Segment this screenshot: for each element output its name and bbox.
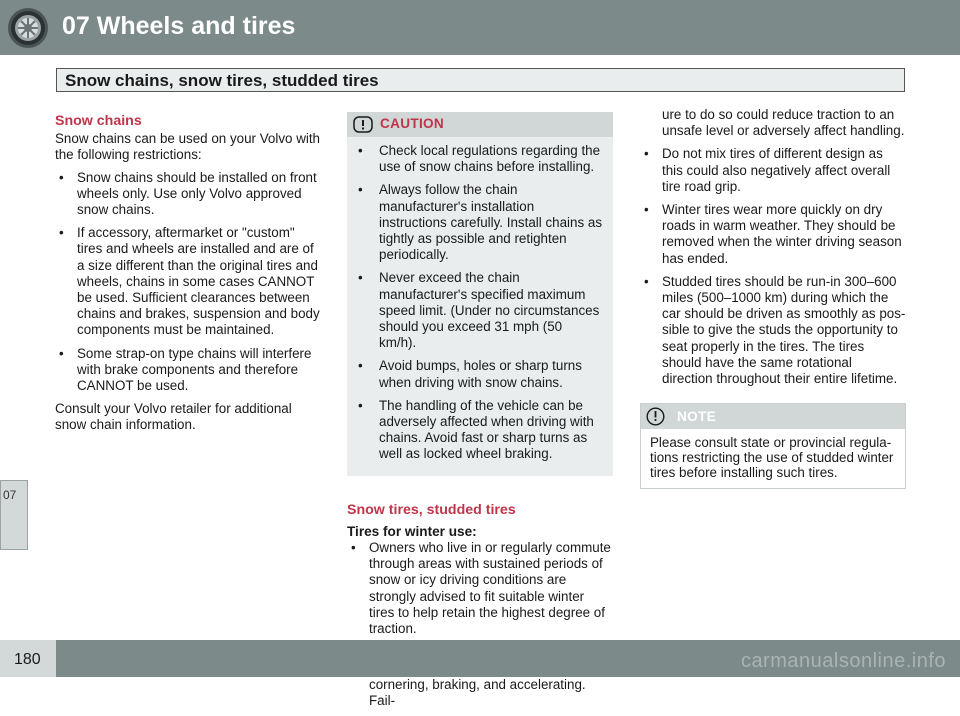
- column-1: [55, 110, 323, 440]
- list-item-text: Do not mix tires of different design as this could also negatively affect overall tire road grip.: [662, 146, 891, 194]
- caution-header: [347, 112, 613, 137]
- chapter-title: 07 Wheels and tires: [62, 12, 296, 40]
- list-item-text: Avoid bumps, holes or sharp turns when driving with snow chains.: [379, 358, 582, 390]
- bullet-icon: •: [358, 143, 363, 158]
- watermark: carmanualsonline.info: [740, 650, 946, 672]
- section-title: Snow chains, snow tires, studded tires: [65, 71, 379, 90]
- exclamation-icon: [353, 116, 373, 137]
- snow-chains-intro: Snow chains can be used on your Volvo with the following restrictions:: [55, 131, 321, 163]
- bullet-icon: •: [59, 345, 64, 361]
- page-number: 180: [14, 651, 41, 668]
- list-item: [55, 170, 323, 219]
- chapter-tab-label: 07: [3, 488, 17, 502]
- list-item: [357, 143, 603, 175]
- list-item-text: cornering, braking, and accelerating. Fail-: [369, 676, 586, 708]
- winter-tires-list: [347, 540, 613, 709]
- winter-tires-list-continued: [640, 146, 906, 387]
- list-item: [357, 182, 603, 263]
- list-item-text: Studded tires should be run-in 300–600 miles (500–1000 km) during which the car should be driven as smoothly as pos-sible to give the studs the opportunity to seat properly in the tires. The tires should have the same rotational direction throughout their entire lifetime.: [662, 273, 906, 387]
- snow-tires-heading: Snow tires, studded tires: [347, 501, 516, 518]
- list-item: [55, 225, 323, 338]
- winter-use-subheading: Tires for winter use:: [347, 523, 477, 539]
- chapter-tab[interactable]: [0, 480, 28, 550]
- caution-list: [357, 143, 603, 463]
- list-item-text: Winter tires wear more quickly on dry roads in warm weather. They should be removed when the winter driving season has ended.: [662, 202, 902, 266]
- bullet-icon: •: [358, 358, 363, 374]
- bullet-icon: •: [59, 225, 64, 241]
- list-item-text: Some strap-on type chains will interfere with brake components and therefore CANNOT be used.: [77, 345, 312, 394]
- list-item-text: If accessory, aftermarket or "custom" tires and wheels are installed and are of a size different than the original tires and wheels, chains in some cases CANNOT be used. Sufficient clearances between chains and brakes, suspension and body components must be maintained.: [77, 225, 320, 338]
- list-item-text: Snow chains should be installed on front wheels only. Use only Volvo approved snow chains.: [77, 169, 317, 218]
- list-item-text: The handling of the vehicle can be adversely affected when driving with chains. Avoid fast or sharp turns as well as locked wheel braking.: [379, 397, 594, 462]
- list-item-text: Always follow the chain manufacturer's installation instructions carefully. Install chains as tightly as possible and retighten periodically.: [379, 182, 603, 263]
- snow-chains-list: [55, 170, 323, 395]
- wheel-icon: [0, 0, 56, 55]
- caution-label: CAUTION: [380, 116, 445, 131]
- note-label: NOTE: [677, 409, 716, 425]
- bullet-icon: •: [358, 182, 363, 198]
- list-item: [347, 540, 613, 637]
- note-text: Please consult state or provincial regula-tions restricting the use of studded winter tires before installing such tires.: [650, 435, 894, 481]
- list-item-text: Never exceed the chain manufacturer's specified maximum speed limit. (Under no circumstances should you exceed 31 mph (50 km/h).: [379, 270, 600, 351]
- snow-chains-outro: Consult your Volvo retailer for additional snow chain information.: [55, 401, 292, 433]
- note-header: [641, 404, 905, 429]
- snow-chains-heading: Snow chains: [55, 113, 142, 129]
- bullet-icon: •: [644, 146, 649, 162]
- list-item: [640, 202, 906, 267]
- section-title-box: [56, 68, 905, 92]
- column-2: [347, 110, 613, 716]
- column-3: [640, 107, 906, 489]
- info-icon: [646, 407, 665, 430]
- continued-text: ure to do so could reduce traction to an unsafe level or adversely affect handling.: [662, 107, 905, 139]
- list-item: [357, 398, 603, 463]
- caution-box: [347, 112, 613, 476]
- bullet-icon: •: [358, 397, 363, 413]
- list-item: [640, 274, 906, 387]
- list-item: [357, 358, 603, 390]
- list-item: [55, 346, 323, 395]
- bullet-icon: •: [358, 270, 363, 286]
- bullet-icon: •: [351, 540, 356, 556]
- bullet-icon: •: [59, 169, 64, 185]
- caution-body: [347, 137, 613, 476]
- note-box: [640, 403, 906, 489]
- list-item-text: Check local regulations regarding the use of snow chains before installing.: [379, 143, 601, 175]
- list-item: [357, 270, 603, 351]
- bullet-icon: •: [644, 273, 649, 289]
- list-item: [640, 146, 906, 195]
- list-item-text: Owners who live in or regularly commute through areas with sustained periods of snow or icy driving conditions are strongly advised to fit suitable winter tires to help retain the highest degree of traction.: [369, 540, 611, 637]
- bullet-icon: •: [644, 202, 649, 218]
